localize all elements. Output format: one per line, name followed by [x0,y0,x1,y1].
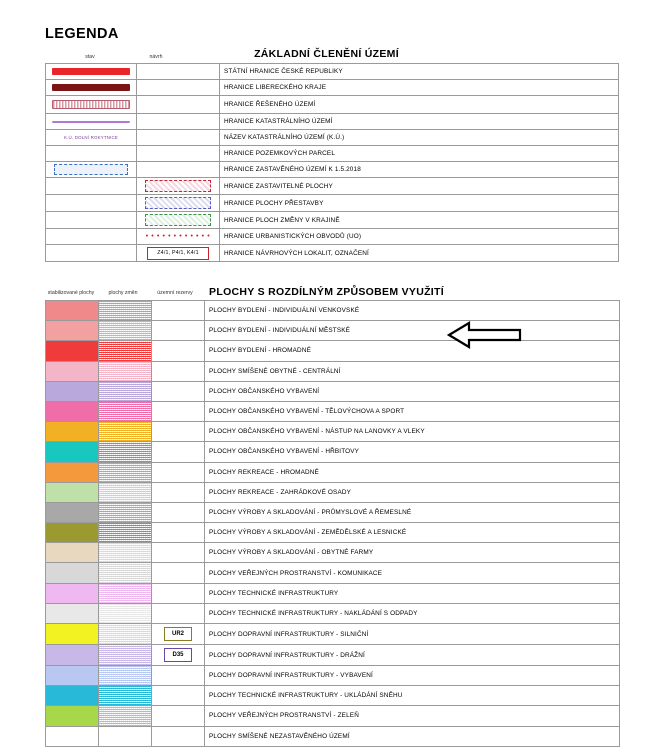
table-row [46,666,620,686]
swatch-stav [46,178,137,195]
swatch-stabilizovane [46,726,99,746]
row-label: PLOCHY VÝROBY A SKLADOVÁNÍ - OBYTNÉ FARMY [205,543,620,563]
row-label: PLOCHY OBČANSKÉHO VYBAVENÍ - HŘBITOVY [205,442,620,462]
row-label: HRANICE LIBERECKÉHO KRAJE [220,80,619,96]
row-label: PLOCHY OBČANSKÉHO VYBAVENÍ [205,381,620,401]
table-row [46,442,620,462]
swatch-uzemni-rezervy [152,341,205,361]
swatch-stav [46,96,137,114]
swatch-plochy-zmen [99,401,152,421]
swatch-navrh [137,96,220,114]
swatch-plochy-zmen [99,523,152,543]
table-row [46,603,620,623]
row-label: HRANICE ZASTAVITELNÉ PLOCHY [220,178,619,195]
section-1-title: ZÁKLADNÍ ČLENĚNÍ ÚZEMÍ [254,48,399,60]
row-label: PLOCHY VÝROBY A SKLADOVÁNÍ - PRŮMYSLOVÉ A ŘEMESLNÉ [205,502,620,522]
swatch-navrh [137,146,220,162]
swatch-navrh [137,114,220,130]
swatch-plochy-zmen [99,361,152,381]
swatch-stabilizovane [46,301,99,321]
swatch-stav [46,162,137,178]
swatch-stabilizovane [46,482,99,502]
swatch-navrh [137,162,220,178]
swatch-stabilizovane [46,381,99,401]
swatch-uzemni-rezervy [152,422,205,442]
swatch-stabilizovane [46,563,99,583]
table-row [46,645,620,666]
table-row [46,195,619,212]
row-label: HRANICE PLOCHY PŘESTAVBY [220,195,619,212]
row-label: PLOCHY BYDLENÍ - HROMADNÉ [205,341,620,361]
swatch-plochy-zmen [99,462,152,482]
swatch-uzemni-rezervy [152,645,205,666]
table-row [46,624,620,645]
swatch-uzemni-rezervy [152,706,205,726]
table-row [46,229,619,245]
row-label: PLOCHY TECHNICKÉ INFRASTRUKTURY [205,583,620,603]
column-header-stav: stav [85,54,95,60]
table-row [46,96,619,114]
swatch-navrh [137,195,220,212]
swatch-stav: K.Ú. DOLNÍ ROKYTNICE [46,130,137,146]
row-label: PLOCHY TECHNICKÉ INFRASTRUKTURY - NAKLÁDÁNÍ S ODPADY [205,603,620,623]
row-label: PLOCHY DOPRAVNÍ INFRASTRUKTURY - VYBAVENÍ [205,666,620,686]
row-label: PLOCHY DOPRAVNÍ INFRASTRUKTURY - DRÁŽNÍ [205,645,620,666]
swatch-uzemni-rezervy [152,726,205,746]
swatch-stav [46,195,137,212]
swatch-plochy-zmen [99,726,152,746]
swatch-stabilizovane [46,462,99,482]
reserve-code: UR2 [164,627,192,641]
swatch-stabilizovane [46,502,99,522]
swatch-stabilizovane [46,341,99,361]
table-row [46,543,620,563]
table-row [46,130,619,146]
swatch-uzemni-rezervy [152,482,205,502]
row-label: HRANICE PLOCH ZMĚNY V KRAJINĚ [220,212,619,229]
swatch-stabilizovane [46,583,99,603]
swatch-uzemni-rezervy [152,583,205,603]
swatch-plochy-zmen [99,341,152,361]
swatch-plochy-zmen [99,645,152,666]
swatch-uzemni-rezervy [152,523,205,543]
row-label: PLOCHY BYDLENÍ - INDIVIDUÁLNÍ MĚSTSKÉ [205,321,620,341]
table-row [46,178,619,195]
column-header-plochy-zmen: plochy změn [108,290,138,296]
table-row [46,422,620,442]
table-row [46,321,620,341]
reserve-code: D35 [164,648,192,662]
row-label: PLOCHY VÝROBY A SKLADOVÁNÍ - ZEMĚDĚLSKÉ A LESNICKÉ [205,523,620,543]
swatch-plochy-zmen [99,666,152,686]
pointer-arrow [447,320,522,350]
swatch-uzemni-rezervy [152,603,205,623]
swatch-plochy-zmen [99,301,152,321]
swatch-uzemni-rezervy [152,301,205,321]
row-label: PLOCHY OBČANSKÉHO VYBAVENÍ - NÁSTUP NA LANOVKY A VLEKY [205,422,620,442]
swatch-stabilizovane [46,603,99,623]
section-2-title: PLOCHY S ROZDÍLNÝM ZPŮSOBEM VYUŽITÍ [209,286,444,298]
basic-division-table [45,63,619,262]
swatch-uzemni-rezervy [152,563,205,583]
swatch-stav [46,80,137,96]
table-row [46,563,620,583]
table-row [46,706,620,726]
row-label: PLOCHY OBČANSKÉHO VYBAVENÍ - TĚLOVÝCHOVA A SPORT [205,401,620,421]
swatch-uzemni-rezervy [152,442,205,462]
table-row [46,114,619,130]
swatch-stabilizovane [46,321,99,341]
row-label: PLOCHY BYDLENÍ - INDIVIDUÁLNÍ VENKOVSKÉ [205,301,620,321]
swatch-plochy-zmen [99,603,152,623]
table-row [46,162,619,178]
swatch-plochy-zmen [99,422,152,442]
swatch-stabilizovane [46,624,99,645]
swatch-navrh: Z4/1, P4/1, K4/1 [137,245,220,262]
row-label: HRANICE URBANISTICKÝCH OBVODŮ (UO) [220,229,619,245]
row-label: NÁZEV KATASTRÁLNÍHO ÚZEMÍ (K.Ú.) [220,130,619,146]
swatch-uzemni-rezervy [152,401,205,421]
swatch-uzemni-rezervy [152,502,205,522]
row-label: PLOCHY DOPRAVNÍ INFRASTRUKTURY - SILNIČNÍ [205,624,620,645]
row-label: HRANICE ZASTAVĚNÉHO ÚZEMÍ K 1.5.2018 [220,162,619,178]
table-row [46,381,620,401]
swatch-uzemni-rezervy [152,543,205,563]
row-label: PLOCHY VEŘEJNÝCH PROSTRANSTVÍ - ZELEŇ [205,706,620,726]
swatch-plochy-zmen [99,583,152,603]
table-row [46,212,619,229]
swatch-plochy-zmen [99,321,152,341]
swatch-plochy-zmen [99,686,152,706]
swatch-uzemni-rezervy [152,686,205,706]
swatch-stabilizovane [46,686,99,706]
row-label: HRANICE ŘEŠENÉHO ÚZEMÍ [220,96,619,114]
swatch-stav [46,212,137,229]
table-row [46,726,620,746]
swatch-stabilizovane [46,442,99,462]
column-header-navrh: návrh [149,54,163,60]
swatch-stav [46,146,137,162]
swatch-plochy-zmen [99,381,152,401]
swatch-plochy-zmen [99,502,152,522]
swatch-stabilizovane [46,666,99,686]
row-label: HRANICE NÁVRHOVÝCH LOKALIT, OZNAČENÍ [220,245,619,262]
swatch-stabilizovane [46,401,99,421]
swatch-stabilizovane [46,523,99,543]
swatch-navrh [137,64,220,80]
table-row [46,341,620,361]
table-row [46,502,620,522]
table-row [46,583,620,603]
row-label: HRANICE KATASTRÁLNÍHO ÚZEMÍ [220,114,619,130]
table-row [46,146,619,162]
swatch-plochy-zmen [99,442,152,462]
swatch-plochy-zmen [99,563,152,583]
swatch-stav [46,245,137,262]
table-row [46,401,620,421]
table-row [46,523,620,543]
table-row [46,245,619,262]
table-row [46,482,620,502]
table-row [46,301,620,321]
row-label: PLOCHY REKREACE - ZAHRÁDKOVÉ OSADY [205,482,620,502]
row-label: STÁTNÍ HRANICE ČESKÉ REPUBLIKY [220,64,619,80]
row-label: PLOCHY VEŘEJNÝCH PROSTRANSTVÍ - KOMUNIKACE [205,563,620,583]
land-use-table [45,300,620,747]
row-label: PLOCHY REKREACE - HROMADNÉ [205,462,620,482]
column-header-stabilizovane-plochy: stabilizované plochy [47,290,95,296]
swatch-uzemni-rezervy [152,624,205,645]
swatch-uzemni-rezervy [152,462,205,482]
swatch-uzemni-rezervy [152,321,205,341]
row-label: PLOCHY TECHNICKÉ INFRASTRUKTURY - UKLÁDÁNÍ SNĚHU [205,686,620,706]
swatch-navrh [137,212,220,229]
row-label: PLOCHY SMÍŠENÉ OBYTNÉ - CENTRÁLNÍ [205,361,620,381]
swatch-stav [46,229,137,245]
swatch-navrh [137,130,220,146]
swatch-uzemni-rezervy [152,361,205,381]
row-label: PLOCHY SMÍŠENÉ NEZASTAVĚNÉHO ÚZEMÍ [205,726,620,746]
swatch-stabilizovane [46,543,99,563]
table-row [46,80,619,96]
swatch-uzemni-rezervy [152,381,205,401]
swatch-stav [46,114,137,130]
swatch-navrh [137,178,220,195]
row-label: HRANICE POZEMKOVÝCH PARCEL [220,146,619,162]
table-row [46,64,619,80]
table-row [46,462,620,482]
swatch-stabilizovane [46,706,99,726]
table-row [46,361,620,381]
swatch-plochy-zmen [99,482,152,502]
page-title: LEGENDA [45,26,119,42]
swatch-stabilizovane [46,422,99,442]
swatch-navrh: • • • • • • • • • • • • [137,229,220,245]
swatch-plochy-zmen [99,624,152,645]
swatch-plochy-zmen [99,543,152,563]
table-row [46,686,620,706]
swatch-navrh [137,80,220,96]
swatch-stabilizovane [46,361,99,381]
swatch-stav [46,64,137,80]
swatch-stabilizovane [46,645,99,666]
swatch-uzemni-rezervy [152,666,205,686]
swatch-plochy-zmen [99,706,152,726]
column-header-uzemni-rezervy: územní rezervy [157,290,193,296]
